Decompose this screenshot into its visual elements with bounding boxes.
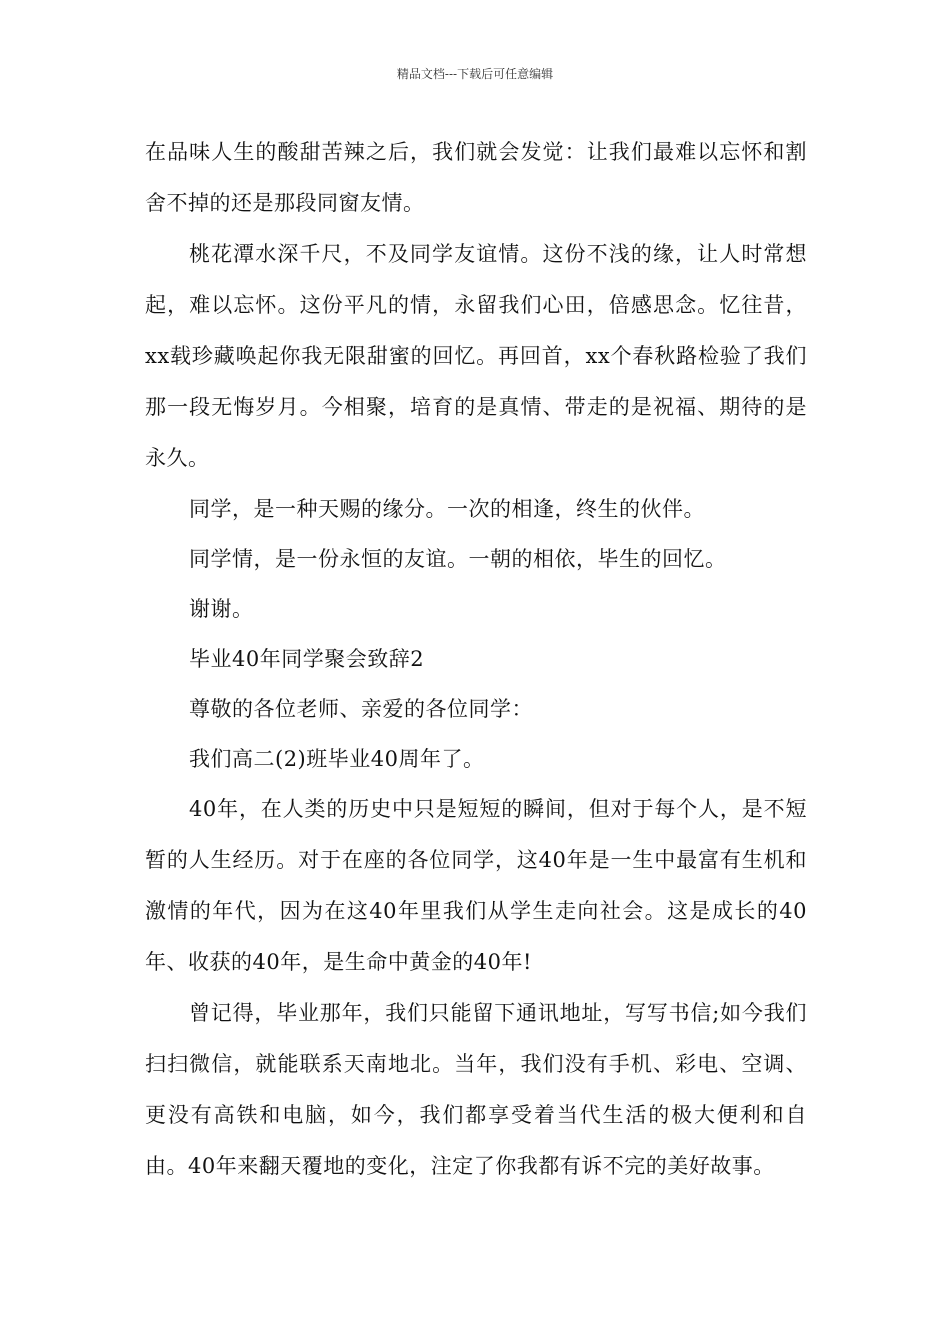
paragraph-7: 40年，在人类的历史中只是短短的瞬间，但对于每个人，是不短暂的人生经历。对于在座的各位同学，这40年是一生中最富有生机和激情的年代，因为在这40年里我们从学生走向社会。这是成长的40年、收获的40年，是生命中黄金的40年! <box>145 797 807 974</box>
paragraph-1: 在品味人生的酸甜苦辣之后，我们就会发觉：让我们最难以忘怀和割舍不掉的还是那段同窗友情。 <box>145 140 807 215</box>
section-title: 毕业40年同学聚会致辞2 <box>189 647 425 671</box>
document-body <box>145 127 807 1192</box>
paragraph-5: 谢谢。 <box>189 597 254 621</box>
salutation: 尊敬的各位老师、亲爱的各位同学： <box>189 697 533 721</box>
paragraph-2: 桃花潭水深千尺，不及同学友谊情。这份不浅的缘，让人时常想起，难以忘怀。这份平凡的情，永留我们心田，倍感思念。忆往昔，xx载珍藏唤起你我无限甜蜜的回忆。再回首，xx个春秋路检验了我们那一段无悔岁月。今相聚，培育的是真情、带走的是祝福、期待的是永久。 <box>145 242 807 470</box>
paragraph-4: 同学情，是一份永恒的友谊。一朝的相依，毕生的回忆。 <box>189 547 727 571</box>
page-header: 精品文档---下载后可任意编辑 <box>396 67 554 81</box>
paragraph-3: 同学，是一种天赐的缘分。一次的相逢，终生的伙伴。 <box>189 497 705 521</box>
paragraph-6: 我们高二(2)班毕业40周年了。 <box>189 747 485 771</box>
paragraph-8: 曾记得，毕业那年，我们只能留下通讯地址，写写书信;如今我们扫扫微信，就能联系天南地北。当年，我们没有手机、彩电、空调、更没有高铁和电脑，如今，我们都享受着当代生活的极大便利和自由。40年来翻天覆地的变化，注定了你我都有诉不完的美好故事。 <box>145 1001 807 1178</box>
